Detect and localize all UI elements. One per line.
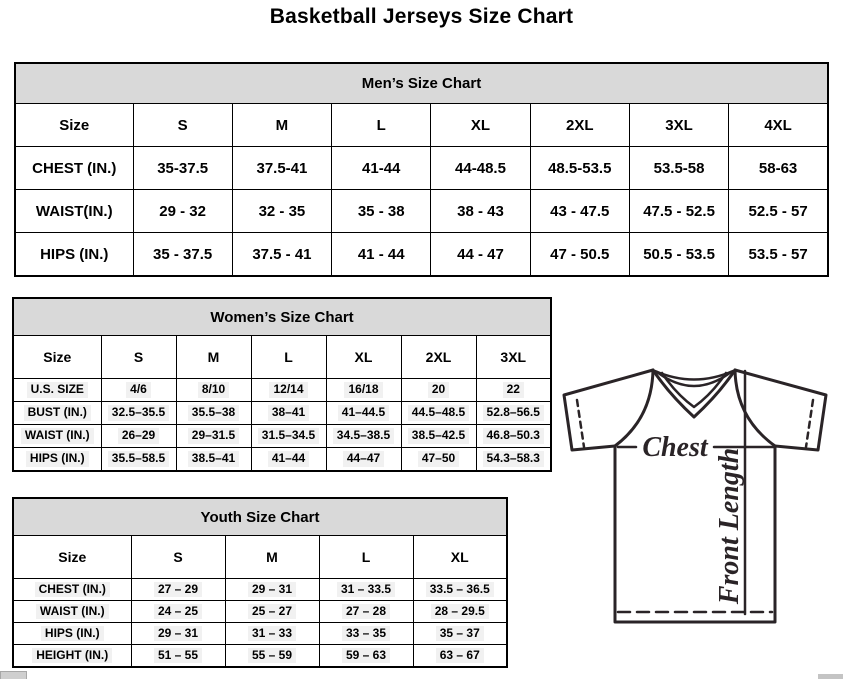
size-value-cell: [101, 448, 176, 472]
table-section-title: Women’s Size Chart: [13, 298, 551, 336]
size-value: 47–50: [418, 451, 459, 466]
size-value-cell: [431, 147, 530, 190]
size-value-cell: [476, 425, 551, 448]
size-value-cell: [332, 190, 431, 233]
row-label-cell: [13, 579, 131, 601]
size-value: 25 – 27: [248, 604, 296, 619]
size-value-cell: [251, 379, 326, 402]
size-value-cell: [319, 579, 413, 601]
row-label-cell: [15, 233, 133, 277]
column-header-cell: M: [176, 336, 251, 379]
row-label-cell: [13, 425, 101, 448]
size-value-cell: [629, 233, 728, 277]
row-label: WAIST(IN.): [35, 202, 113, 220]
sleeve-seam-dashed-left: [577, 400, 584, 447]
size-value-cell: [629, 190, 728, 233]
size-value: 34.5–38.5: [333, 428, 394, 443]
size-value: 38.5–41: [188, 451, 239, 466]
jersey-vneck-inner-path: [662, 373, 726, 407]
scrollbar-fragment-right[interactable]: [818, 674, 843, 679]
size-value: 22: [503, 382, 524, 397]
size-value: 29 - 32: [159, 202, 206, 220]
size-value-cell: [326, 448, 401, 472]
front-length-measure-label: Front Length: [714, 447, 745, 605]
size-value: 31 – 33.5: [337, 582, 395, 597]
column-header-cell: XL: [326, 336, 401, 379]
size-value-cell: [326, 379, 401, 402]
jersey-right-armhole-path: [735, 370, 775, 446]
size-value: 58-63: [758, 159, 798, 177]
size-value-cell: [431, 233, 530, 277]
size-value: 16/18: [344, 382, 382, 397]
row-label: HIPS (IN.): [26, 451, 89, 466]
size-value: 63 – 67: [436, 648, 484, 663]
size-value-cell: [131, 601, 225, 623]
size-value: 53.5 - 57: [748, 245, 808, 263]
column-header-cell: XL: [431, 104, 530, 147]
size-value: 52.5 - 57: [748, 202, 808, 220]
sleeve-seam-dashed-right: [806, 400, 813, 447]
size-value-cell: [401, 425, 476, 448]
row-label: HIPS (IN.): [40, 245, 109, 263]
size-value: 55 – 59: [248, 648, 296, 663]
column-header-cell: S: [133, 104, 232, 147]
size-value-cell: [401, 379, 476, 402]
column-header-cell: M: [232, 104, 331, 147]
size-value-cell: [251, 425, 326, 448]
size-value-cell: [176, 402, 251, 425]
size-value-cell: [326, 425, 401, 448]
size-value: 31.5–34.5: [258, 428, 319, 443]
size-value-cell: [176, 448, 251, 472]
column-header-cell: Size: [15, 104, 133, 147]
size-value: 33.5 – 36.5: [426, 582, 494, 597]
size-value-cell: [413, 579, 507, 601]
size-value-cell: [476, 379, 551, 402]
size-value: 32 - 35: [258, 202, 306, 220]
size-value-cell: [131, 623, 225, 645]
row-label: CHEST (IN.): [35, 582, 110, 597]
size-value: 38.5–42.5: [408, 428, 469, 443]
table-section-title: Men’s Size Chart: [15, 63, 828, 104]
size-value: 35 – 37: [436, 626, 484, 641]
size-value: 29 – 31: [154, 626, 202, 641]
size-value: 48.5-53.5: [548, 159, 612, 177]
size-value: 35.5–58.5: [108, 451, 169, 466]
size-value-cell: [476, 402, 551, 425]
chest-measure-label: Chest: [642, 432, 708, 463]
size-value-cell: [319, 623, 413, 645]
row-label: BUST (IN.): [24, 405, 91, 420]
size-value-cell: [729, 233, 828, 277]
size-value-cell: [319, 645, 413, 668]
size-value-cell: [413, 645, 507, 668]
size-value-cell: [413, 623, 507, 645]
column-header-cell: Size: [13, 336, 101, 379]
size-value-cell: [225, 579, 319, 601]
size-value-cell: [332, 233, 431, 277]
size-value-cell: [232, 147, 331, 190]
column-header-cell: 4XL: [729, 104, 828, 147]
size-value-cell: [530, 233, 629, 277]
column-header-cell: 3XL: [629, 104, 728, 147]
column-header-cell: S: [131, 536, 225, 579]
size-value-cell: [101, 425, 176, 448]
jersey-body-path: [615, 446, 775, 622]
size-value-cell: [133, 147, 232, 190]
size-value: 28 – 29.5: [431, 604, 489, 619]
column-header-cell: L: [251, 336, 326, 379]
size-value-cell: [413, 601, 507, 623]
size-value-cell: [251, 402, 326, 425]
size-value-cell: [530, 190, 629, 233]
size-value-cell: [225, 645, 319, 668]
column-header-cell: S: [101, 336, 176, 379]
row-label: WAIST (IN.): [36, 604, 109, 619]
row-label-cell: [13, 645, 131, 668]
size-value: 41 - 44: [357, 245, 405, 263]
size-value-cell: [176, 379, 251, 402]
size-value: 50.5 - 53.5: [643, 245, 715, 263]
size-value-cell: [225, 601, 319, 623]
size-value: 38–41: [268, 405, 309, 420]
youth-size-table: [12, 497, 508, 668]
size-value-cell: [101, 402, 176, 425]
size-value: 43 - 47.5: [550, 202, 610, 220]
table-section-title: Youth Size Chart: [13, 498, 507, 536]
size-value-cell: [232, 190, 331, 233]
size-value-cell: [176, 425, 251, 448]
column-header-cell: XL: [413, 536, 507, 579]
row-label-cell: [13, 448, 101, 472]
size-value-cell: [332, 147, 431, 190]
size-value: 46.8–50.3: [483, 428, 544, 443]
size-value: 24 – 25: [154, 604, 202, 619]
page-title: Basketball Jerseys Size Chart: [269, 5, 574, 28]
column-header-cell: Size: [13, 536, 131, 579]
row-label: HIPS (IN.): [41, 626, 104, 641]
size-value: 12/14: [269, 382, 307, 397]
size-value: 38 - 43: [457, 202, 504, 220]
row-label-cell: [15, 190, 133, 233]
size-value-cell: [131, 579, 225, 601]
size-value: 31 – 33: [248, 626, 296, 641]
size-value-cell: [530, 147, 629, 190]
size-value-cell: [431, 190, 530, 233]
size-value-cell: [131, 645, 225, 668]
scrollbar-fragment-left[interactable]: [0, 671, 27, 679]
size-value-cell: [133, 190, 232, 233]
size-value: 37.5 - 41: [252, 245, 312, 263]
size-value: 44–47: [343, 451, 384, 466]
row-label: HEIGHT (IN.): [32, 648, 112, 663]
column-header-cell: 3XL: [476, 336, 551, 379]
size-value: 59 – 63: [342, 648, 390, 663]
size-value-cell: [225, 623, 319, 645]
jersey-left-sleeve-path: [564, 370, 653, 450]
size-value: 29 – 31: [248, 582, 296, 597]
size-value: 4/6: [126, 382, 151, 397]
size-value: 41-44: [362, 159, 401, 177]
size-value: 41–44: [268, 451, 309, 466]
column-header-cell: L: [319, 536, 413, 579]
size-value-cell: [476, 448, 551, 472]
size-value: 35 - 37.5: [153, 245, 213, 263]
size-value: 33 – 35: [342, 626, 390, 641]
size-value-cell: [729, 147, 828, 190]
jersey-right-sleeve-path: [735, 370, 826, 450]
size-value: 47.5 - 52.5: [643, 202, 715, 220]
size-value-cell: [251, 448, 326, 472]
row-label-cell: [15, 147, 133, 190]
size-value: 41–44.5: [338, 405, 389, 420]
size-value: 52.8–56.5: [483, 405, 544, 420]
size-value: 47 - 50.5: [550, 245, 610, 263]
row-label: U.S. SIZE: [27, 382, 88, 397]
size-value: 20: [428, 382, 449, 397]
size-value: 35 - 38: [357, 202, 405, 220]
column-header-cell: M: [225, 536, 319, 579]
column-header-cell: L: [332, 104, 431, 147]
size-value: 44 - 47: [457, 245, 504, 263]
size-value: 35.5–38: [188, 405, 239, 420]
womens-size-table: [12, 297, 552, 472]
size-value-cell: [101, 379, 176, 402]
row-label: WAIST (IN.): [21, 428, 94, 443]
size-value: 27 – 28: [342, 604, 390, 619]
size-value-cell: [232, 233, 331, 277]
size-value-cell: [326, 402, 401, 425]
row-label-cell: [13, 379, 101, 402]
size-value: 32.5–35.5: [108, 405, 169, 420]
size-value: 29–31.5: [188, 428, 239, 443]
size-value: 26–29: [118, 428, 159, 443]
jersey-measurement-diagram: [550, 356, 836, 628]
size-value-cell: [401, 448, 476, 472]
size-value: 27 – 29: [154, 582, 202, 597]
mens-size-table: [14, 62, 829, 277]
row-label-cell: [13, 623, 131, 645]
size-value: 8/10: [198, 382, 229, 397]
size-value: 51 – 55: [154, 648, 202, 663]
size-value-cell: [319, 601, 413, 623]
size-value-cell: [629, 147, 728, 190]
row-label-cell: [13, 601, 131, 623]
size-value: 37.5-41: [256, 159, 308, 177]
size-value-cell: [133, 233, 232, 277]
column-header-cell: 2XL: [401, 336, 476, 379]
size-value-cell: [729, 190, 828, 233]
row-label: CHEST (IN.): [32, 159, 117, 177]
size-value: 35-37.5: [157, 159, 209, 177]
size-value-cell: [401, 402, 476, 425]
column-header-cell: 2XL: [530, 104, 629, 147]
size-value: 44.5–48.5: [408, 405, 469, 420]
size-value: 44-48.5: [455, 159, 506, 177]
size-value: 54.3–58.3: [483, 451, 544, 466]
size-value: 53.5-58: [653, 159, 705, 177]
row-label-cell: [13, 402, 101, 425]
